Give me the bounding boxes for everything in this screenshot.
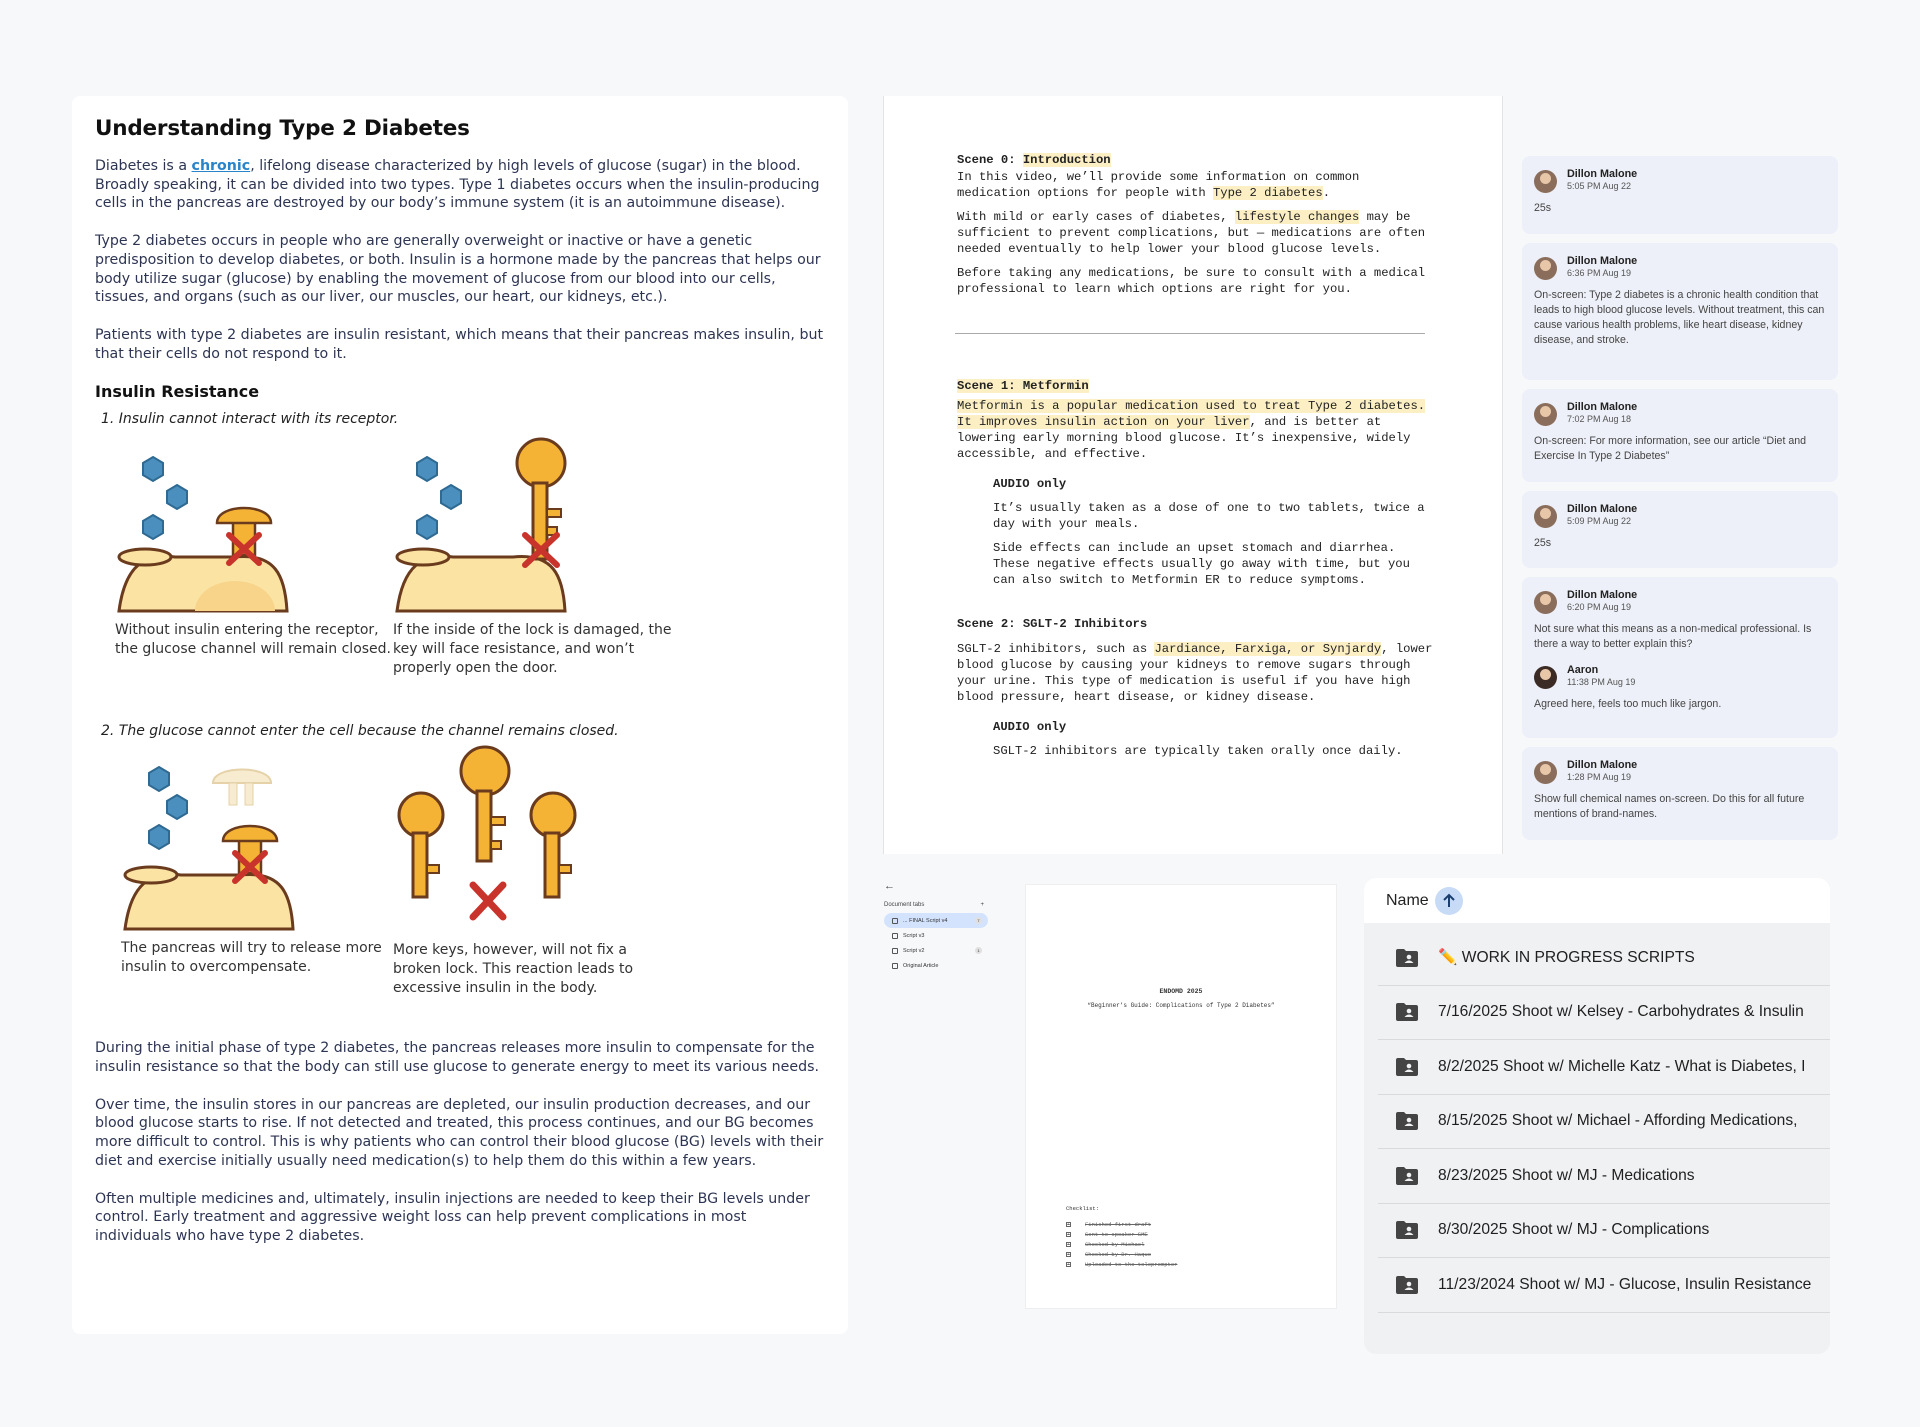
- tab-label: Script v2: [903, 947, 925, 954]
- add-tab-button[interactable]: +: [980, 902, 984, 908]
- article-paragraph: Type 2 diabetes occurs in people who are generally overweight or inactive or have a genetic predisposition to develop diabetes, or both. Insulin is a hormone made by the pancreas that helps our body utilize sugar (glucose) by enabling the movement of glucose from our blood into our cells, tissues, and organs (such as our liver, our muscles, our heart, our kidneys, etc.).: [95, 233, 821, 306]
- comment-count-badge: 1: [975, 947, 982, 954]
- highlighted-text[interactable]: improves insulin action on your liver: [978, 415, 1250, 429]
- document-icon: [892, 918, 898, 924]
- text: SGLT-2 inhibitors, such as: [957, 642, 1155, 656]
- text: .: [1322, 186, 1331, 200]
- script-paragraph: [957, 169, 1433, 201]
- figure-caption: The pancreas will try to release more insulin to overcompensate.: [121, 940, 382, 976]
- folder-row[interactable]: [1378, 986, 1830, 1041]
- article-page: [72, 96, 848, 1334]
- script-paragraph: [957, 398, 1433, 462]
- title-page-preview: [1025, 884, 1337, 1309]
- checklist-item[interactable]: [1066, 1241, 1177, 1248]
- commenter-name: Dillon Malone: [1567, 168, 1638, 180]
- figure-pancreas-overcompensate: [121, 753, 401, 977]
- tab-script-v2[interactable]: [884, 943, 988, 958]
- article-paragraph: [95, 157, 826, 213]
- key-lock-illustration: [393, 435, 593, 617]
- script-paragraph: Before taking any medications, be sure to consult with a medical professional to learn which options are right for you.: [957, 266, 1426, 296]
- highlighted-text[interactable]: lifestyle changes: [1234, 210, 1360, 224]
- commenter-name: Dillon Malone: [1567, 255, 1638, 267]
- arrow-left-icon[interactable]: ←: [884, 880, 895, 892]
- avatar: [1534, 505, 1557, 528]
- folder-row[interactable]: [1378, 1040, 1830, 1095]
- avatar: [1534, 170, 1557, 193]
- script-subtitle: “Beginner’s Guide: Complications of Type 2 Diabetes”: [1087, 1002, 1275, 1009]
- tab-script-v3[interactable]: [884, 928, 988, 943]
- figure-caption: If the inside of the lock is damaged, the key will face resistance, and won’t properly open the door.: [393, 622, 672, 677]
- figure-more-keys: [393, 745, 673, 998]
- comment-body: Not sure what this means as a non-medical professional. Is there a way to better explain this?: [1534, 623, 1812, 650]
- comment-time: 5:05 PM Aug 22: [1567, 181, 1632, 191]
- checklist: [1066, 1205, 1177, 1268]
- script-paragraph: [957, 209, 1433, 257]
- keys-illustration: [393, 745, 593, 937]
- comment-time: 6:20 PM Aug 19: [1567, 602, 1632, 612]
- article-paragraph: During the initial phase of type 2 diabetes, the pancreas releases more insulin to compensate for the insulin resistance so that the body can still use glucose to generate energy to meet its various needs.: [95, 1040, 819, 1076]
- comment-body: 25s: [1534, 202, 1552, 214]
- shared-folder-icon: [1396, 1058, 1418, 1076]
- checklist-text: Sent to speaker SME: [1085, 1231, 1148, 1238]
- column-header[interactable]: [1364, 878, 1830, 923]
- checkbox-checked-icon[interactable]: ✓: [1067, 1243, 1070, 1247]
- scene-label: Scene 0:: [957, 153, 1023, 167]
- commenter-name: Dillon Malone: [1567, 589, 1638, 601]
- tab-label: Original Article: [903, 962, 939, 969]
- checklist-text: Checked by Michael: [1085, 1241, 1145, 1248]
- folder-name: ✏️ WORK IN PROGRESS SCRIPTS: [1438, 949, 1695, 967]
- folder-row[interactable]: [1378, 1204, 1830, 1259]
- avatar: [1534, 591, 1557, 614]
- text: In this video, we’ll provide some information on common medication options for people with: [957, 170, 1360, 200]
- highlighted-text[interactable]: Jardiance, Farxiga, or Synjardy: [1154, 642, 1382, 656]
- checklist-item[interactable]: [1066, 1251, 1177, 1258]
- script-title: ENDOMD 2025: [1159, 988, 1203, 995]
- folder-name: 8/2/2025 Shoot w/ Michelle Katz - What is Diabetes, I: [1438, 1057, 1806, 1075]
- tab-original-article[interactable]: [884, 958, 988, 973]
- scene-heading: [957, 152, 1502, 168]
- folder-name: 7/16/2025 Shoot w/ Kelsey - Carbohydrates & Insulin: [1438, 1003, 1804, 1021]
- cell-receptor-illustration: [115, 435, 315, 617]
- comment-body: Show full chemical names on-screen. Do this for all future mentions of brand-names.: [1534, 793, 1805, 820]
- text: , lower blood glucose by causing your kidneys to remove sugars through your urine. This type of medication is useful if you have high blood pressure, heart disease, or kidney disease.: [957, 642, 1433, 704]
- figure-caption: Without insulin entering the receptor, the glucose channel will remain closed.: [115, 622, 392, 658]
- commenter-name: Aaron: [1567, 664, 1599, 676]
- step-label: 1. Insulin cannot interact with its receptor.: [101, 411, 399, 428]
- article-paragraph: Often multiple medicines and, ultimately, insulin injections are needed to keep their BG levels under control. Early treatment and aggressive weight loss can help prevent complications in most individuals who have type 2 diabetes.: [95, 1190, 810, 1244]
- comment-body: Agreed here, feels too much like jargon.: [1534, 698, 1722, 710]
- commenter-name: Dillon Malone: [1567, 503, 1638, 515]
- document-icon: [892, 963, 898, 969]
- folder-row[interactable]: [1378, 1258, 1830, 1313]
- comment-body: 25s: [1534, 537, 1552, 549]
- checklist-text: Uploaded to the teleprompter: [1085, 1261, 1178, 1268]
- text: , and is better at lowering early morning blood glucose. It’s inexpensive, widely accessible, and effective.: [957, 415, 1411, 461]
- article-paragraph: Over time, the insulin stores in our pancreas are depleted, our insulin production decreases, and our blood glucose starts to rise. If not detected and treated, this process continues, and our BG becomes more difficult to control. This is why patients who can control their blood glucose (BG) levels with their diet and exercise initially usually need medication(s) to help them do this within a few years.: [95, 1096, 824, 1169]
- scene-heading: [957, 378, 1502, 394]
- highlighted-text[interactable]: Metformin is a popular medication used to treat Type 2 diabetes. It: [957, 399, 1426, 429]
- figure-caption: More keys, however, will not fix a broken lock. This reaction leads to excessive insulin in the body.: [393, 942, 634, 997]
- comment-time: 11:38 PM Aug 19: [1567, 677, 1636, 687]
- checklist-text: Checked by Dr. Haque: [1085, 1251, 1152, 1258]
- document-icon: [892, 948, 898, 954]
- checklist-item[interactable]: [1066, 1261, 1177, 1268]
- tab-label: ... FINAL Script v4: [903, 917, 948, 924]
- folder-name: 8/15/2025 Shoot w/ Michael - Affording Medications,: [1438, 1112, 1798, 1130]
- reply: [1534, 664, 1826, 689]
- article-title: Understanding Type 2 Diabetes: [95, 116, 470, 141]
- comment-time: 5:09 PM Aug 22: [1567, 516, 1632, 526]
- folder-row[interactable]: [1378, 1149, 1830, 1204]
- highlighted-text[interactable]: Type 2 diabetes: [1212, 186, 1323, 200]
- drive-file-list: [1364, 878, 1830, 1354]
- comment-time: 6:36 PM Aug 19: [1567, 268, 1632, 278]
- script-document[interactable]: [883, 96, 1503, 854]
- text: Diabetes is a: [95, 158, 192, 174]
- shared-folder-icon: [1396, 949, 1418, 967]
- tab-label: Script v3: [903, 932, 925, 939]
- section-heading: Insulin Resistance: [95, 382, 260, 402]
- text: , lifelong disease characterized by high levels of glucose (sugar) in the blood. Broadly speaking, it can be divided into two types. Type 1 diabetes occurs when the insulin-producing cells in the pancreas are destroyed by our body’s immune system (it is an autoimmune disease).: [95, 158, 820, 212]
- script-paragraph: SGLT-2 inhibitors are typically taken orally once daily.: [993, 744, 1403, 758]
- tab-final-script-v4[interactable]: [884, 913, 988, 928]
- script-paragraph: Side effects can include an upset stomach and diarrhea. These negative effects usually go away with time, but you can also switch to Metformin ER to reduce symptoms.: [993, 541, 1410, 587]
- document-icon: [892, 933, 898, 939]
- avatar: [1534, 403, 1557, 426]
- comment-thread[interactable]: [1522, 577, 1838, 738]
- comment-count-badge: 7: [975, 917, 982, 924]
- folder-row[interactable]: [1378, 1095, 1830, 1150]
- step-label: 2. The glucose cannot enter the cell because the channel remains closed.: [101, 723, 619, 740]
- audio-only-label: AUDIO only: [993, 477, 1067, 491]
- audio-only-label: AUDIO only: [993, 720, 1067, 734]
- avatar: [1534, 666, 1557, 689]
- script-paragraph: It’s usually taken as a dose of one to two tablets, twice a day with your meals.: [993, 501, 1425, 531]
- comment-time: 1:28 PM Aug 19: [1567, 772, 1632, 782]
- shared-folder-icon: [1396, 1276, 1418, 1294]
- checklist-item[interactable]: [1066, 1221, 1177, 1228]
- comment-card[interactable]: [1522, 747, 1838, 840]
- highlighted-text[interactable]: Introduction: [1022, 153, 1111, 167]
- shared-folder-icon: [1396, 1167, 1418, 1185]
- comment-body: On-screen: For more information, see our article “Diet and Exercise In Type 2 Diabetes”: [1534, 435, 1807, 462]
- document-tabs-sidebar: [884, 880, 1024, 973]
- shared-folder-icon: [1396, 1112, 1418, 1130]
- cell-receptor-illustration: [121, 753, 321, 935]
- checklist-text: Finished first draft: [1085, 1221, 1152, 1228]
- text: With mild or early cases of diabetes,: [957, 210, 1235, 224]
- checklist-label: Checklist:: [1066, 1205, 1100, 1212]
- checkbox-checked-icon[interactable]: ✓: [1067, 1223, 1070, 1227]
- folder-name: 8/23/2025 Shoot w/ MJ - Medications: [1438, 1166, 1695, 1184]
- folder-name: 11/23/2024 Shoot w/ MJ - Glucose, Insulin Resistance: [1438, 1275, 1812, 1293]
- figure-damaged-lock: [393, 435, 673, 678]
- highlighted-text[interactable]: Scene 1: Metformin: [957, 379, 1089, 393]
- checkbox-checked-icon[interactable]: ✓: [1067, 1253, 1070, 1257]
- checkbox-checked-icon[interactable]: ✓: [1067, 1263, 1070, 1267]
- scene-heading: Scene 2: SGLT-2 Inhibitors: [957, 617, 1148, 631]
- comment-time: 7:02 PM Aug 18: [1567, 414, 1632, 424]
- comment-card[interactable]: [1522, 243, 1838, 380]
- article-paragraph: Patients with type 2 diabetes are insulin resistant, which means that their pancreas makes insulin, but that their cells do not respond to it.: [95, 326, 824, 362]
- script-paragraph: [957, 641, 1433, 705]
- shared-folder-icon: [1396, 1003, 1418, 1021]
- commenter-name: Dillon Malone: [1567, 401, 1638, 413]
- checkbox-checked-icon[interactable]: ✓: [1067, 1233, 1070, 1237]
- comment-body: On-screen: Type 2 diabetes is a chronic health condition that leads to high blood glucose levels. Without treatment, this can cause various health problems, like heart disease, kidney disease, and stroke.: [1534, 289, 1825, 346]
- comment-card[interactable]: [1522, 156, 1838, 234]
- document-tabs-header: Document tabs: [884, 902, 925, 908]
- commenter-name: Dillon Malone: [1567, 759, 1638, 771]
- folder-row[interactable]: [1378, 931, 1830, 986]
- avatar: [1534, 761, 1557, 784]
- figure-receptor-no-insulin: [115, 435, 395, 659]
- name-column-label: Name: [1386, 891, 1429, 909]
- avatar: [1534, 257, 1557, 280]
- chronic-link[interactable]: chronic: [191, 158, 251, 174]
- checklist-item[interactable]: [1066, 1231, 1177, 1238]
- arrow-up-icon[interactable]: [1435, 887, 1463, 915]
- text: may be sufficient to prevent complications, but — medications are often needed eventually to help lower your blood glucose levels.: [957, 210, 1426, 256]
- shared-folder-icon: [1396, 1221, 1418, 1239]
- folder-name: 8/30/2025 Shoot w/ MJ - Complications: [1438, 1221, 1710, 1239]
- comment-card[interactable]: [1522, 389, 1838, 482]
- scene-divider: [955, 333, 1425, 334]
- comments-panel: [1522, 156, 1838, 849]
- comment-card[interactable]: [1522, 491, 1838, 568]
